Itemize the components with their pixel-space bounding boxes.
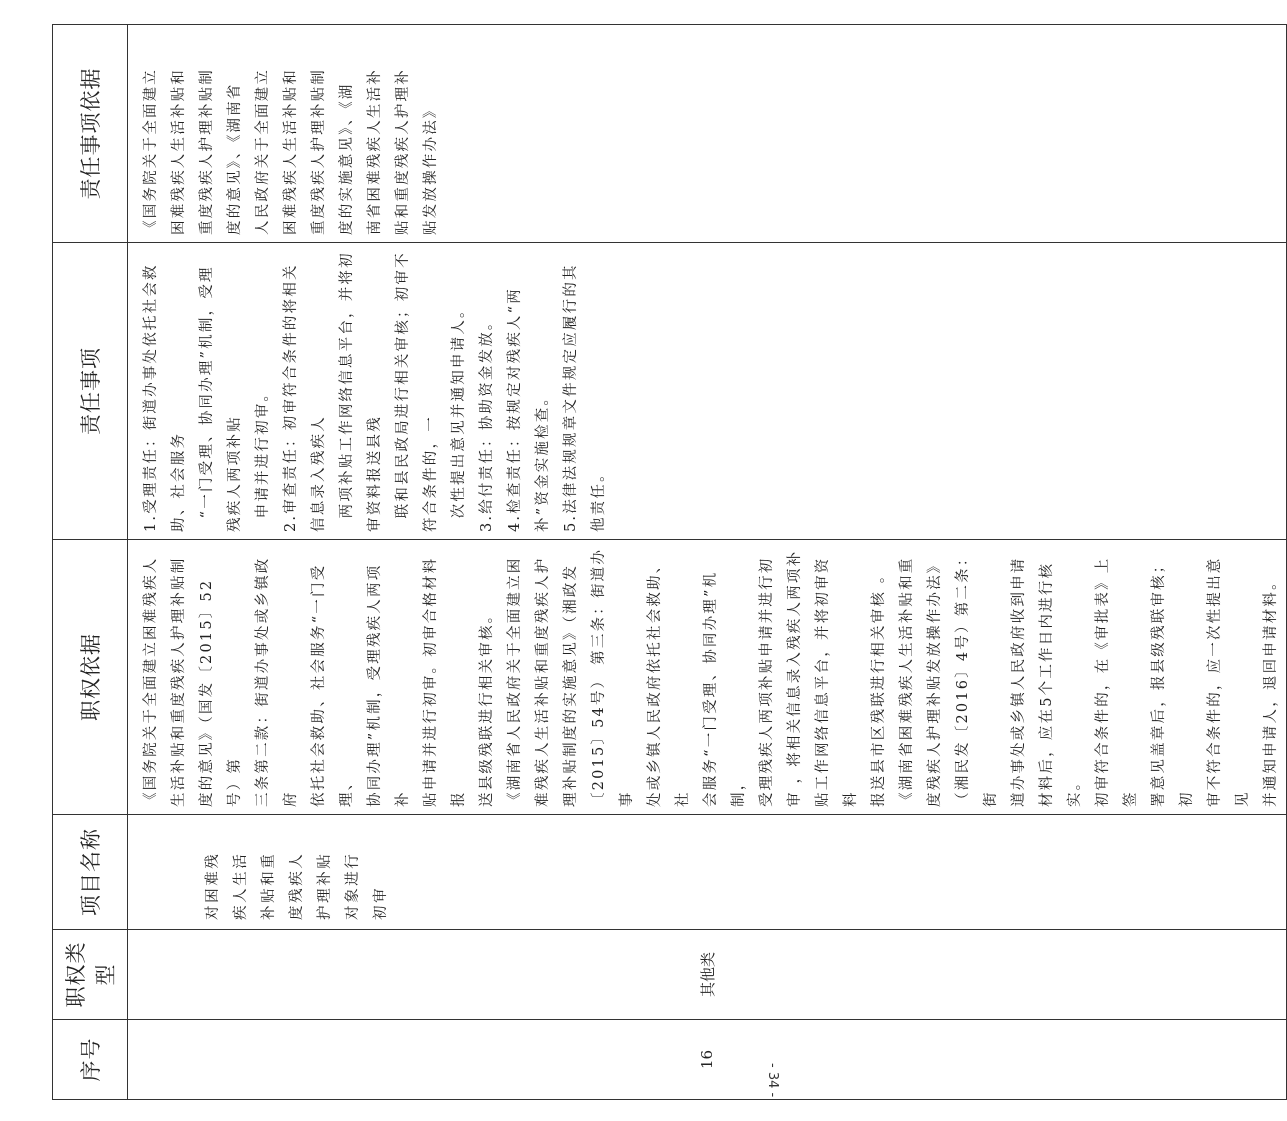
- header-name: 项目名称: [53, 815, 128, 930]
- text-line: 护理补贴: [317, 851, 333, 920]
- text-line: 度的意见》（国发〔2015〕52 号）第: [199, 571, 243, 807]
- text-line: 2.审查责任：初审符合条件的将相关信息录入残疾人: [283, 263, 327, 532]
- cell-name: [128, 815, 1287, 930]
- text-line: 送县级残联进行相关审核。: [479, 606, 495, 807]
- header-row: [53, 25, 128, 1100]
- text-line: 初审: [373, 885, 389, 920]
- table-row: [128, 25, 1287, 1100]
- text-line: 困难残疾人生活补贴和: [171, 68, 187, 235]
- text-line: 道办事处或乡镇人民政府收到申请: [1011, 556, 1027, 807]
- text-line: 人民政府关于全面建立: [255, 68, 271, 235]
- cell-seq: 16: [128, 1020, 1287, 1100]
- text-line: 协同办理”机制，受理残疾人两项补: [367, 563, 411, 807]
- text-line: 补贴和重: [261, 851, 277, 920]
- text-line: 重度残疾人护理补贴制: [199, 68, 215, 235]
- text-line: 受理残疾人两项补贴申请并进行初: [759, 556, 775, 807]
- page-number: - 34 -: [765, 1062, 780, 1098]
- text-line: 1.受理责任：街道办事处依托社会救助、社会服务: [143, 263, 187, 532]
- text-line: 生活补贴和重度残疾人护理补贴制: [171, 556, 187, 807]
- text-line: 度的实施意见》、《湖: [339, 82, 355, 235]
- text-line: 申请并进行初审。: [255, 384, 271, 532]
- text-line: 材料后，应在5个工作日内进行核实。: [1039, 561, 1083, 807]
- text-line: 3.给付责任：协助资金发放。: [479, 313, 495, 532]
- text-line: 度的意见》、《湖南省: [227, 82, 243, 235]
- text-line: 5.法律法规规章文件规定应履行的其他责任。: [563, 263, 607, 532]
- text-line: 度残疾人护理补贴发放操作办法》: [927, 556, 943, 807]
- text-line: 初审符合条件的，在《审批表》上签: [1095, 556, 1139, 807]
- text-line: 审不符合条件的，应一次性提出意见: [1207, 556, 1251, 807]
- text-line: 报送县市区残联进行相关审核 。: [871, 566, 887, 807]
- text-line: 并通知申请人，退回申请材料。: [1263, 573, 1279, 807]
- text-line: 贴和重度残疾人护理补: [395, 68, 411, 235]
- text-line: 重度残疾人护理补贴制: [311, 68, 327, 235]
- text-line: 贴发放操作办法》: [423, 101, 439, 235]
- duty-basis-text: [129, 26, 445, 241]
- text-line: “一门受理、协同办理”机制，受理残疾人两项补贴: [199, 265, 243, 532]
- text-line: 〔2015〕54号） 第三条：街道办事: [591, 547, 635, 807]
- cell-duty: [128, 243, 1287, 540]
- duty-table: [52, 24, 1287, 1100]
- text-line: 次性提出意见并通知申请人。: [451, 301, 467, 532]
- text-line: 困难残疾人生活补贴和: [283, 68, 299, 235]
- header-duty: 责任事项: [53, 243, 128, 540]
- basis-text: [129, 541, 1285, 813]
- cell-type: 其他类: [128, 930, 1287, 1020]
- text-line: 难残疾人生活补贴和重度残疾人护: [535, 556, 551, 807]
- text-line: 两项补贴工作网络信息平台，并将初审资料报送县残: [339, 251, 383, 532]
- text-line: 贴申请并进行初审。初审合格材料报: [423, 556, 467, 807]
- text-line: 度残疾人: [289, 851, 305, 920]
- duty-text: [129, 244, 613, 538]
- text-line: 三条第二款：街道办事处或乡镇政府: [255, 556, 299, 807]
- text-line: 《湖南省人民政府关于全面建立困: [507, 556, 523, 807]
- header-seq: 序号: [53, 1020, 128, 1100]
- text-line: 《国务院关于全面建立: [143, 68, 159, 235]
- text-line: 疾人生活: [233, 851, 249, 920]
- text-line: 处或乡镇人民政府依托社会救助、社: [647, 556, 691, 807]
- header-basis: 职权依据: [53, 540, 128, 815]
- text-line: 会服务“一门受理、协同办理”机制，: [703, 570, 747, 807]
- text-line: 南省困难残疾人生活补: [367, 68, 383, 235]
- text-line: 《国务院关于全面建立困难残疾人: [143, 556, 159, 807]
- text-line: 联和县民政局进行相关审核；初审不符合条件的，一: [395, 251, 439, 532]
- cell-basis: [128, 540, 1287, 815]
- text-line: （湘民发〔2016〕4号）第二条：街: [955, 549, 999, 807]
- text-line: 对象进行: [345, 851, 361, 920]
- text-line: 依托社会救助、社会服务“一门受理、: [311, 563, 355, 807]
- cell-duty-basis: [128, 25, 1287, 243]
- text-line: 《湖南省困难残疾人生活补贴和重: [899, 556, 915, 807]
- text-line: 对困难残: [205, 851, 221, 920]
- project-name-text: [129, 816, 395, 928]
- text-line: 署意见盖章后，报县级残联审核；初: [1151, 556, 1195, 807]
- text-line: 理补贴制度的实施意见》（湘政发: [563, 563, 579, 807]
- text-line: 4.检查责任：按规定对残疾人“两补”资金实施检查。: [507, 287, 551, 532]
- text-line: 审 ，将相关信息录入残疾人两项补: [787, 549, 803, 807]
- text-line: 贴工作网络信息平台，并将初审资料: [815, 556, 859, 807]
- header-duty-basis: 责任事项依据: [53, 25, 128, 243]
- header-type: 职权类型: [53, 930, 128, 1020]
